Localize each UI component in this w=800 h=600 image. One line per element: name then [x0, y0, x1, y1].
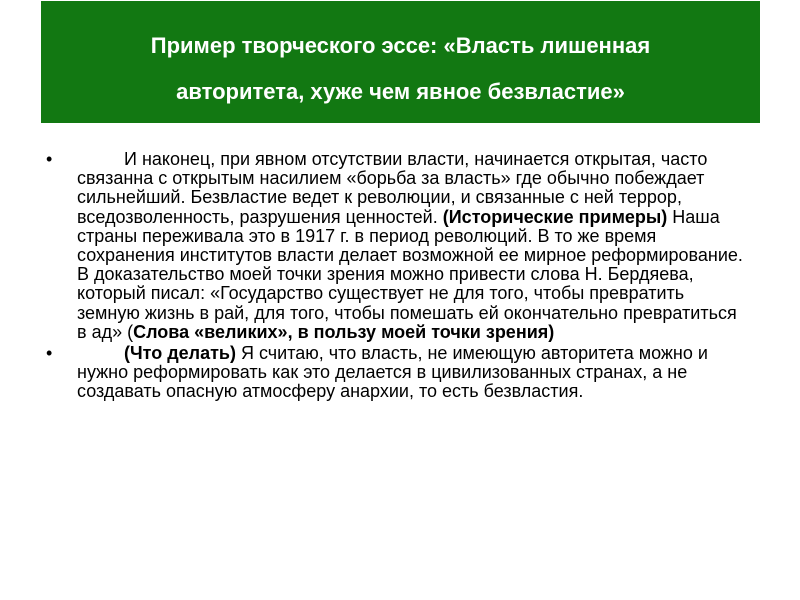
- slide-title-line-2: авторитета, хуже чем явное безвластие»: [176, 79, 625, 104]
- emphasis-historical-examples: (Исторические примеры): [442, 206, 668, 227]
- emphasis-what-to-do: (Что делать): [124, 343, 236, 364]
- bullet-item-2: [46, 344, 746, 402]
- slide-body: [46, 150, 746, 404]
- bullet-item-1: [46, 150, 746, 342]
- paragraph-text: Наша страны переживала это в 1917 г. в период революций. В то же время сохранения институтов власти делает возможной ее мирное реформирование. В доказательство моей точки зрения можно привести слова Н. Бердяева, который писал: «Государство существует не для того, чтобы превратить земную жизнь в рай, для того, чтобы помешать ей окончательно превратиться в ад» (: [77, 206, 743, 342]
- emphasis-quote-note: Слова «великих», в пользу моей точки зрения): [133, 321, 555, 342]
- bullet-paragraph-1: [77, 150, 746, 342]
- title-banner: [41, 1, 760, 123]
- bullet-marker: •: [46, 343, 53, 364]
- slide-title-line-1: Пример творческого эссе: «Власть лишенная: [150, 33, 651, 58]
- bullet-paragraph-2: [77, 344, 746, 402]
- bullet-marker: •: [46, 149, 53, 169]
- paragraph-text: И наконец, при явном отсутствии власти, начинается открытая, часто связанна с открытым насилием «борьба за власть» где обычно побеждает сильнейший. Безвластие ведет к революции, и связанные с ней террор, вседозволенность, разрушения ценностей.: [77, 149, 708, 227]
- paragraph-text: Я считаю, что власть, не имеющую авторитета можно и нужно реформировать как это делается в цивилизованных странах, а не создавать опасную атмосферу анархии, то есть безвластия.: [77, 343, 708, 402]
